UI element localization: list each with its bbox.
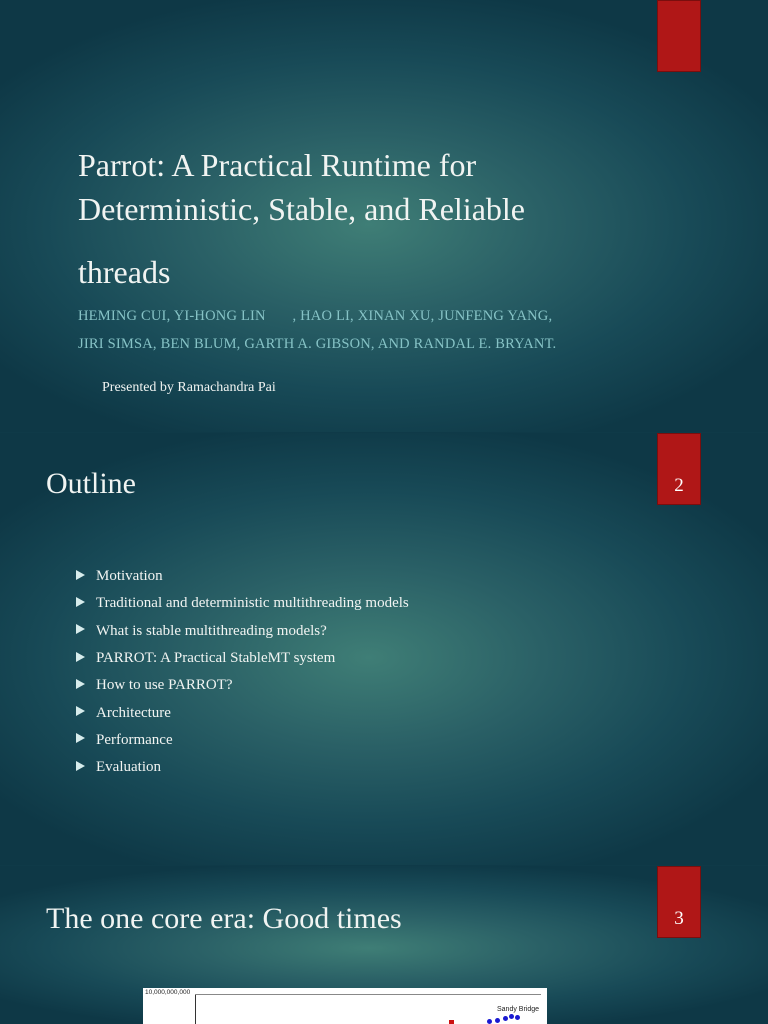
bullet-arrow-icon: [76, 570, 85, 580]
chart-y-tick-label: 10,000,000,000: [145, 989, 191, 996]
title-line-2: Deterministic, Stable, and Reliable: [78, 191, 525, 227]
bullet-arrow-icon: [76, 706, 85, 716]
list-item-text: How to use PARROT?: [96, 677, 233, 694]
bullet-arrow-icon: [76, 733, 85, 743]
list-item: [76, 645, 409, 672]
bullet-arrow-icon: [76, 597, 85, 607]
presenter-credit: Presented by Ramachandra Pai: [102, 380, 276, 395]
list-item: [76, 563, 409, 590]
outline-slide: [0, 433, 768, 865]
outline-list: [76, 563, 409, 781]
chart-point-label: Sandy Bridge: [497, 1006, 540, 1013]
list-item-text: Performance: [96, 731, 173, 748]
bullet-arrow-icon: [76, 679, 85, 689]
chart-point-blue: [515, 1015, 520, 1020]
list-item: [76, 754, 409, 781]
title-line-1: Parrot: A Practical Runtime for: [78, 147, 477, 183]
authors-line-2: JIRI SIMSA, BEN BLUM, GARTH A. GIBSON, AND RANDAL E. BRYANT.: [78, 336, 557, 352]
list-item: [76, 672, 409, 699]
slide-number-badge: 2: [657, 433, 701, 505]
title-slide: [0, 0, 768, 432]
chart-point-red: [449, 1020, 454, 1024]
slide-number-badge: 3: [657, 866, 701, 938]
chart-point-blue: [503, 1016, 508, 1021]
bullet-arrow-icon: [76, 761, 85, 771]
list-item-text: Traditional and deterministic multithreading models: [96, 595, 409, 612]
list-item: [76, 618, 409, 645]
list-item-text: Evaluation: [96, 759, 161, 776]
chart-image: [143, 988, 547, 1024]
authors-list: [78, 302, 556, 358]
list-item-text: PARROT: A Practical StableMT system: [96, 650, 336, 667]
list-item-text: What is stable multithreading models?: [96, 622, 327, 639]
chart-top-border: [195, 994, 541, 995]
authors-line-1: HEMING CUI, YI-HONG LIN , HAO LI, XINAN XU, JUNFENG YANG,: [78, 308, 553, 324]
chart-point-blue: [495, 1018, 500, 1023]
chart-y-axis: [195, 994, 196, 1024]
slide-corner-marker: [657, 0, 701, 72]
list-item: [76, 590, 409, 617]
slide-heading: Outline: [46, 467, 136, 500]
title-line-3: threads: [78, 254, 171, 290]
bullet-arrow-icon: [76, 624, 85, 634]
chart-point-blue: [509, 1014, 514, 1019]
one-core-era-slide: [0, 866, 768, 1024]
list-item-text: Architecture: [96, 704, 171, 721]
chart-point-blue: [487, 1019, 492, 1024]
list-item: [76, 699, 409, 726]
list-item-text: Motivation: [96, 568, 163, 585]
bullet-arrow-icon: [76, 652, 85, 662]
list-item: [76, 727, 409, 754]
slide-title: [78, 143, 525, 294]
slide-heading: The one core era: Good times: [46, 902, 402, 935]
